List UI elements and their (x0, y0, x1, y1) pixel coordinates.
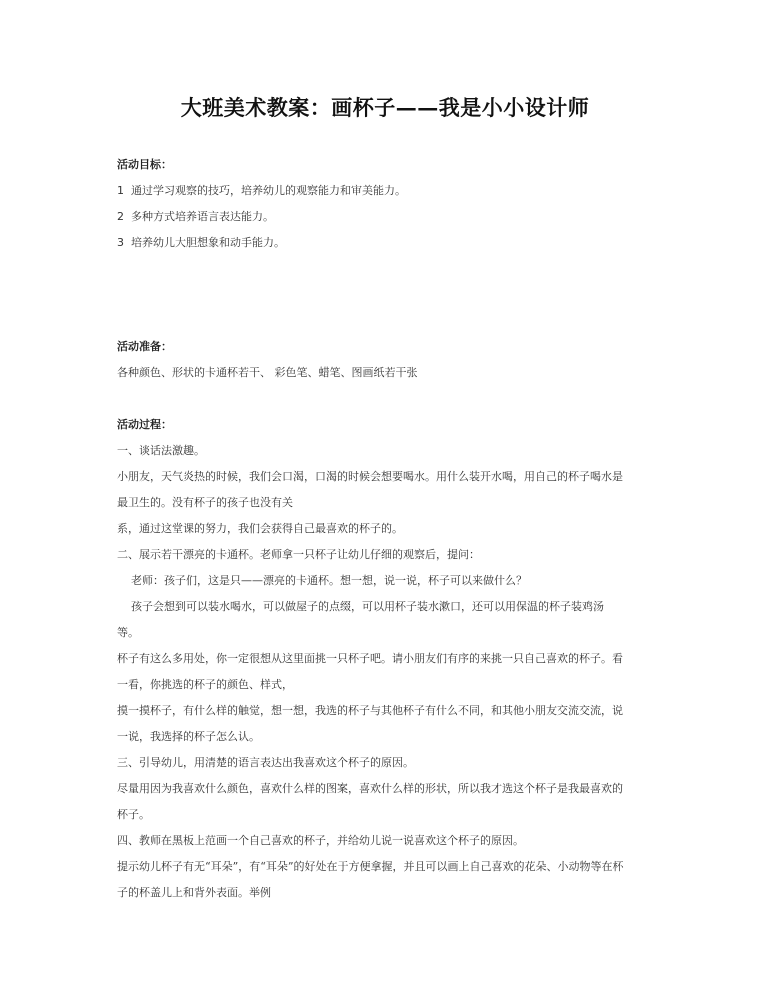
process-line: 尽量用因为我喜欢什么颜色，喜欢什么样的图案，喜欢什么样的形状，所以我才选这个杯子是我最喜欢的 (117, 782, 623, 795)
document-title: 大班美术教案：画杯子——我是小小设计师 (180, 95, 590, 120)
process-line: 一、谈话法激趣。 (117, 444, 205, 457)
prep-heading: 活动准备： (117, 340, 172, 353)
process-line: 等。 (117, 626, 139, 639)
process-line: 三、引导幼儿，用清楚的语言表达出我喜欢这个杯子的原因。 (117, 756, 414, 769)
goals-heading: 活动目标： (117, 158, 172, 171)
goal-item: 2 多种方式培养语言表达能力。 (117, 210, 274, 223)
document-body (117, 152, 657, 906)
process-line: 最卫生的。没有杯子的孩子也没有关 (117, 496, 293, 509)
process-line: 子的杯盖儿上和背外表面。举例 (117, 886, 271, 899)
process-line: 杯子有这么多用处，你一定很想从这里面挑一只杯子吧。请小朋友们有序的来挑一只自己喜欢的杯子。看 (117, 652, 623, 665)
process-line: 系，通过这堂课的努力，我们会获得自己最喜欢的杯子的。 (117, 522, 403, 535)
process-line: 一说，我选择的杯子怎么认。 (117, 730, 260, 743)
process-line: 摸一摸杯子，有什么样的触觉，想一想，我选的杯子与其他杯子有什么不同，和其他小朋友交流交流，说 (117, 704, 623, 717)
process-line: 一看，你挑选的杯子的颜色、样式， (117, 678, 293, 691)
process-line: 二、展示若干漂亮的卡通杯。老师拿一只杯子让幼儿仔细的观察后，提问： (117, 548, 480, 561)
process-heading: 活动过程： (117, 418, 172, 431)
process-line: 提示幼儿杯子有无“耳朵”，有“耳朵”的好处在于方便拿握，并且可以画上自己喜欢的花朵、小动物等在杯 (117, 860, 624, 873)
goal-item: 1 通过学习观察的技巧，培养幼儿的观察能力和审美能力。 (117, 184, 406, 197)
goal-item: 3 培养幼儿大胆想象和动手能力。 (117, 236, 285, 249)
process-line: 孩子会想到可以装水喝水，可以做屋子的点缀，可以用杯子装水漱口，还可以用保温的杯子装鸡汤 (131, 600, 604, 613)
process-line: 小朋友，天气炎热的时候，我们会口渴，口渴的时候会想要喝水。用什么装开水喝，用自己的杯子喝水是 (117, 470, 623, 483)
process-line: 杯子。 (117, 808, 150, 821)
prep-text: 各种颜色、形状的卡通杯若干、 彩色笔、蜡笔、图画纸若干张 (117, 366, 418, 379)
process-line: 老师：孩子们，这是只——漂亮的卡通杯。想一想，说一说，杯子可以来做什么？ (131, 574, 527, 587)
process-line: 四、教师在黑板上范画一个自己喜欢的杯子，并给幼儿说一说喜欢这个杯子的原因。 (117, 834, 524, 847)
